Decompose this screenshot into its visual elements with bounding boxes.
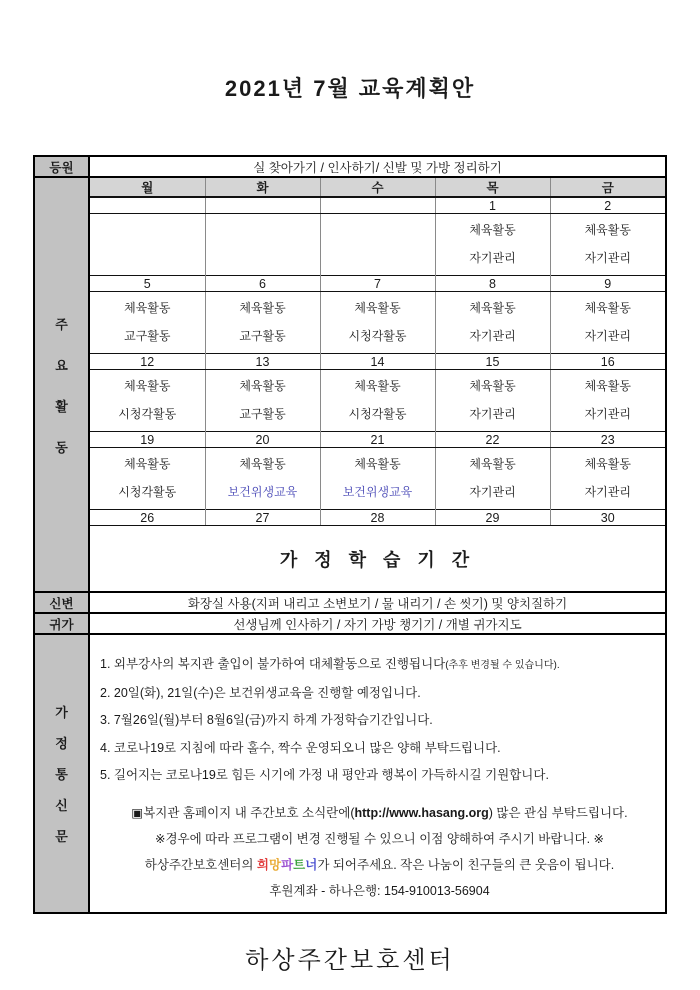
activity-label: 체육활동 <box>584 379 631 393</box>
newsletter-label <box>34 634 89 913</box>
activity-cell <box>90 214 205 276</box>
newsletter-row <box>34 634 666 913</box>
calendar-date: 12 <box>90 354 205 370</box>
activity-label: 체육활동 <box>584 457 631 471</box>
activity-label: 자기관리 <box>469 251 516 265</box>
activity-cell <box>320 214 435 276</box>
website-line-suffix: ) 많은 관심 부탁드립니다. <box>488 805 628 820</box>
calendar-date: 21 <box>320 432 435 448</box>
page-title: 2021년 7월 교육계획안 <box>224 76 476 101</box>
activity-label: 자기관리 <box>584 407 631 421</box>
activity-cell <box>435 214 550 276</box>
arrival-label: 등원 <box>34 156 89 177</box>
calendar-activity-row <box>90 214 665 276</box>
website-line-prefix: ▣복지관 홈페이지 내 주간보호 소식란에( <box>131 805 355 820</box>
activity-label: 체육활동 <box>354 457 401 471</box>
donation-account-line: 후원계좌 - 하나은행: 154-910013-56904 <box>269 883 490 898</box>
weekday-tue: 화 <box>205 178 320 197</box>
hope-partner-line <box>100 852 659 878</box>
hope-partner-char: 트 <box>293 857 306 872</box>
activity-label: 교구활동 <box>124 329 171 343</box>
calendar-date: 28 <box>320 510 435 526</box>
activity-label: 자기관리 <box>584 485 631 499</box>
activity-label: 체육활동 <box>239 301 286 315</box>
calendar-activity-row <box>90 448 665 510</box>
calendar-date: 13 <box>205 354 320 370</box>
personal-row <box>34 592 666 613</box>
activity-cell <box>550 448 665 510</box>
calendar-date-row <box>90 354 665 370</box>
note-small-text: (추후 변경될 수 있습니다). <box>445 660 560 671</box>
activity-cell <box>205 214 320 276</box>
calendar-date <box>320 197 435 214</box>
activity-label: 체육활동 <box>584 223 631 237</box>
hope-partner-char: 파 <box>281 857 294 872</box>
activity-label: 시청각활동 <box>118 485 177 499</box>
activity-label: 체육활동 <box>124 379 171 393</box>
calendar-date: 5 <box>90 276 205 292</box>
personal-text: 화장실 사용(지퍼 내리고 소변보기 / 물 내리기 / 손 씻기) 및 양치질하기 <box>89 592 666 613</box>
activity-cell <box>550 214 665 276</box>
main-activities-row <box>34 177 666 592</box>
newsletter-content <box>89 634 666 913</box>
activity-label: 시청각활동 <box>348 329 407 343</box>
hope-line-prefix: 하상주간보호센터의 <box>144 857 257 872</box>
label-char: 주 <box>55 316 68 332</box>
calendar-cell <box>89 177 666 592</box>
note-text: 3. 7월26일(월)부터 8월6일(금)까지 하계 가정학습기간입니다. <box>100 713 433 727</box>
label-char: 요 <box>55 357 68 373</box>
calendar-date: 15 <box>435 354 550 370</box>
newsletter-label-text <box>35 702 88 845</box>
caution-line: ※경우에 따라 프로그램이 변경 진행될 수 있으니 이점 양해하여 주시기 바랍니다. ※ <box>154 831 605 846</box>
note-item-3 <box>100 707 659 735</box>
calendar-date-row <box>90 276 665 292</box>
calendar-date: 6 <box>205 276 320 292</box>
label-char: 활 <box>55 398 68 414</box>
weekday-wed: 수 <box>320 178 435 197</box>
label-char: 통 <box>55 766 68 782</box>
activity-label: 자기관리 <box>584 251 631 265</box>
hope-line-suffix: 가 되어주세요. 작은 나눔이 친구들의 큰 웃음이 됩니다. <box>317 857 615 872</box>
departure-label: 귀가 <box>34 613 89 634</box>
activity-label: 체육활동 <box>239 379 286 393</box>
label-char: 동 <box>55 439 68 455</box>
activity-label: 체육활동 <box>124 301 171 315</box>
calendar-date: 30 <box>550 510 665 526</box>
main-activities-label-text <box>35 314 88 456</box>
calendar-activity-row <box>90 292 665 354</box>
arrival-text: 실 찾아가기 / 인사하기/ 신발 및 가방 정리하기 <box>89 156 666 177</box>
calendar-date: 27 <box>205 510 320 526</box>
weekday-thu: 목 <box>435 178 550 197</box>
activity-label: 교구활동 <box>239 329 286 343</box>
weekday-header-row <box>90 178 665 197</box>
activity-cell <box>205 448 320 510</box>
calendar-date: 9 <box>550 276 665 292</box>
calendar-date: 23 <box>550 432 665 448</box>
activity-cell <box>320 448 435 510</box>
note-text: 4. 코로나19로 지침에 따라 홀수, 짝수 운영되오니 많은 양해 부탁드립니다. <box>100 740 501 755</box>
activity-cell <box>90 448 205 510</box>
activity-label: 체육활동 <box>469 223 516 237</box>
activity-cell <box>205 370 320 432</box>
calendar-date-row <box>90 510 665 526</box>
calendar-activity-row <box>90 526 665 592</box>
activity-cell <box>205 292 320 354</box>
calendar-date: 16 <box>550 354 665 370</box>
education-plan-table <box>33 155 667 914</box>
calendar-date <box>205 197 320 214</box>
note-item-5 <box>100 762 659 790</box>
activity-label: 보건위생교육 <box>342 485 413 499</box>
activity-label: 자기관리 <box>584 329 631 343</box>
label-char: 문 <box>55 828 68 844</box>
hope-partner-char: 너 <box>305 857 318 872</box>
calendar-date: 8 <box>435 276 550 292</box>
calendar-activity-row <box>90 370 665 432</box>
activity-label: 체육활동 <box>584 301 631 315</box>
activity-cell <box>90 370 205 432</box>
activity-label: 시청각활동 <box>118 407 177 421</box>
note-item-4 <box>100 735 659 763</box>
arrival-row <box>34 156 666 177</box>
hope-partner-highlight <box>257 858 317 872</box>
departure-text: 선생님께 인사하기 / 자기 가방 챙기기 / 개별 귀가지도 <box>89 613 666 634</box>
note-text: 2. 20일(화), 21일(수)은 보건위생교육을 진행할 예정입니다. <box>100 685 421 700</box>
label-char: 정 <box>55 735 68 751</box>
weekday-fri: 금 <box>550 178 665 197</box>
weekday-mon: 월 <box>90 178 205 197</box>
calendar-date: 26 <box>90 510 205 526</box>
activity-label: 보건위생교육 <box>227 485 298 499</box>
calendar-date: 29 <box>435 510 550 526</box>
activity-cell <box>550 292 665 354</box>
note-text: 1. 외부강사의 복지관 출입이 불가하여 대체활동으로 진행됩니다 <box>100 657 446 671</box>
hope-partner-char: 망 <box>269 857 282 872</box>
main-activities-label <box>34 177 89 592</box>
site-name: 하상주간보호센터 <box>245 946 455 974</box>
activity-label: 체육활동 <box>469 457 516 471</box>
calendar-date-row <box>90 432 665 448</box>
calendar-date-row <box>90 197 665 214</box>
activity-label: 자기관리 <box>469 407 516 421</box>
home-study-period-cell: 가 정 학 습 기 간 <box>90 526 665 592</box>
note-item-2 <box>100 680 659 708</box>
note-item-1 <box>100 651 659 680</box>
activity-label: 시청각활동 <box>348 407 407 421</box>
calendar-date: 7 <box>320 276 435 292</box>
note-text: 5. 길어지는 코로나19로 힘든 시기에 가정 내 평안과 행복이 가득하시길 기원합니다. <box>100 768 549 782</box>
activity-label: 교구활동 <box>239 407 286 421</box>
activity-cell <box>435 292 550 354</box>
activity-label: 체육활동 <box>354 301 401 315</box>
website-line <box>100 800 659 826</box>
calendar-body <box>90 197 665 591</box>
calendar-date: 1 <box>435 197 550 214</box>
activity-cell <box>550 370 665 432</box>
calendar-date: 19 <box>90 432 205 448</box>
personal-label: 신변 <box>34 592 89 613</box>
calendar-date: 22 <box>435 432 550 448</box>
activity-cell <box>90 292 205 354</box>
calendar-date: 14 <box>320 354 435 370</box>
calendar-date: 2 <box>550 197 665 214</box>
activity-label: 자기관리 <box>469 329 516 343</box>
calendar-date <box>90 197 205 214</box>
activity-label: 체육활동 <box>239 457 286 471</box>
activity-label: 자기관리 <box>469 485 516 499</box>
calendar-table <box>90 178 665 591</box>
activity-label: 체육활동 <box>354 379 401 393</box>
activity-cell <box>320 370 435 432</box>
hope-partner-char: 희 <box>256 857 269 872</box>
activity-label: 체육활동 <box>469 379 516 393</box>
activity-cell <box>435 448 550 510</box>
label-char: 신 <box>55 797 68 813</box>
departure-row <box>34 613 666 634</box>
activity-label: 체육활동 <box>124 457 171 471</box>
activity-cell <box>435 370 550 432</box>
activity-label: 체육활동 <box>469 301 516 315</box>
calendar-date: 20 <box>205 432 320 448</box>
activity-cell <box>320 292 435 354</box>
label-char: 가 <box>55 704 68 720</box>
website-url: http://www.hasang.org <box>354 805 489 820</box>
